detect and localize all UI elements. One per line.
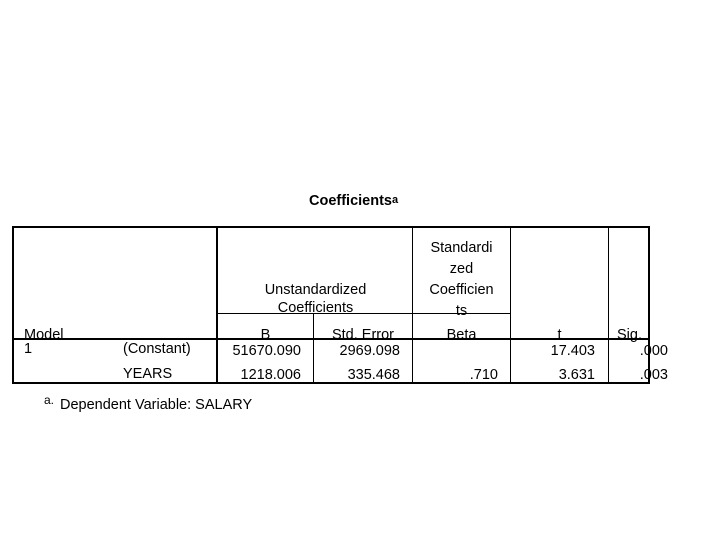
header-beta: Beta [446,327,477,343]
footnote-text: Dependent Variable: SALARY [60,397,253,413]
footnote-marker: a. [44,393,55,407]
row-2-sig: .003 [639,367,668,383]
row-2-b: 1218.006 [240,367,301,383]
row-2-term: YEARS [123,366,173,382]
header-standardized-line4: ts [455,303,468,319]
header-unstandardized-line1: Unstandardized [264,282,367,298]
row-1-sig: .000 [639,343,668,359]
table-footnote [44,393,253,413]
header-unstandardized-line2: Coefficients [277,300,354,316]
row-1-t: 17.403 [550,343,595,359]
row-1-b: 51670.090 [232,343,301,359]
header-sig: Sig. [617,327,642,343]
header-t: t [557,327,562,343]
row-1-std-error: 2969.098 [339,343,400,359]
column-divider-t-sig [608,226,609,384]
row-2-std-error: 335.468 [347,367,400,383]
table-title [309,193,398,209]
header-standardized-line2: zed [449,261,474,277]
row-2-beta: .710 [469,367,498,383]
table-title-text: Coefficients [309,193,392,209]
title-footnote-marker: a [392,194,399,206]
row-1-term: (Constant) [123,341,191,357]
column-divider-beta-t [510,226,511,384]
row-1-model: 1 [24,341,33,357]
row-2-t: 3.631 [558,367,595,383]
header-b: B [260,327,271,343]
header-standardized-line3: Coefficien [429,282,494,298]
header-model: Model [24,327,64,343]
header-std-error: Std. Error [331,327,395,343]
header-standardized-line1: Standardi [430,240,493,256]
